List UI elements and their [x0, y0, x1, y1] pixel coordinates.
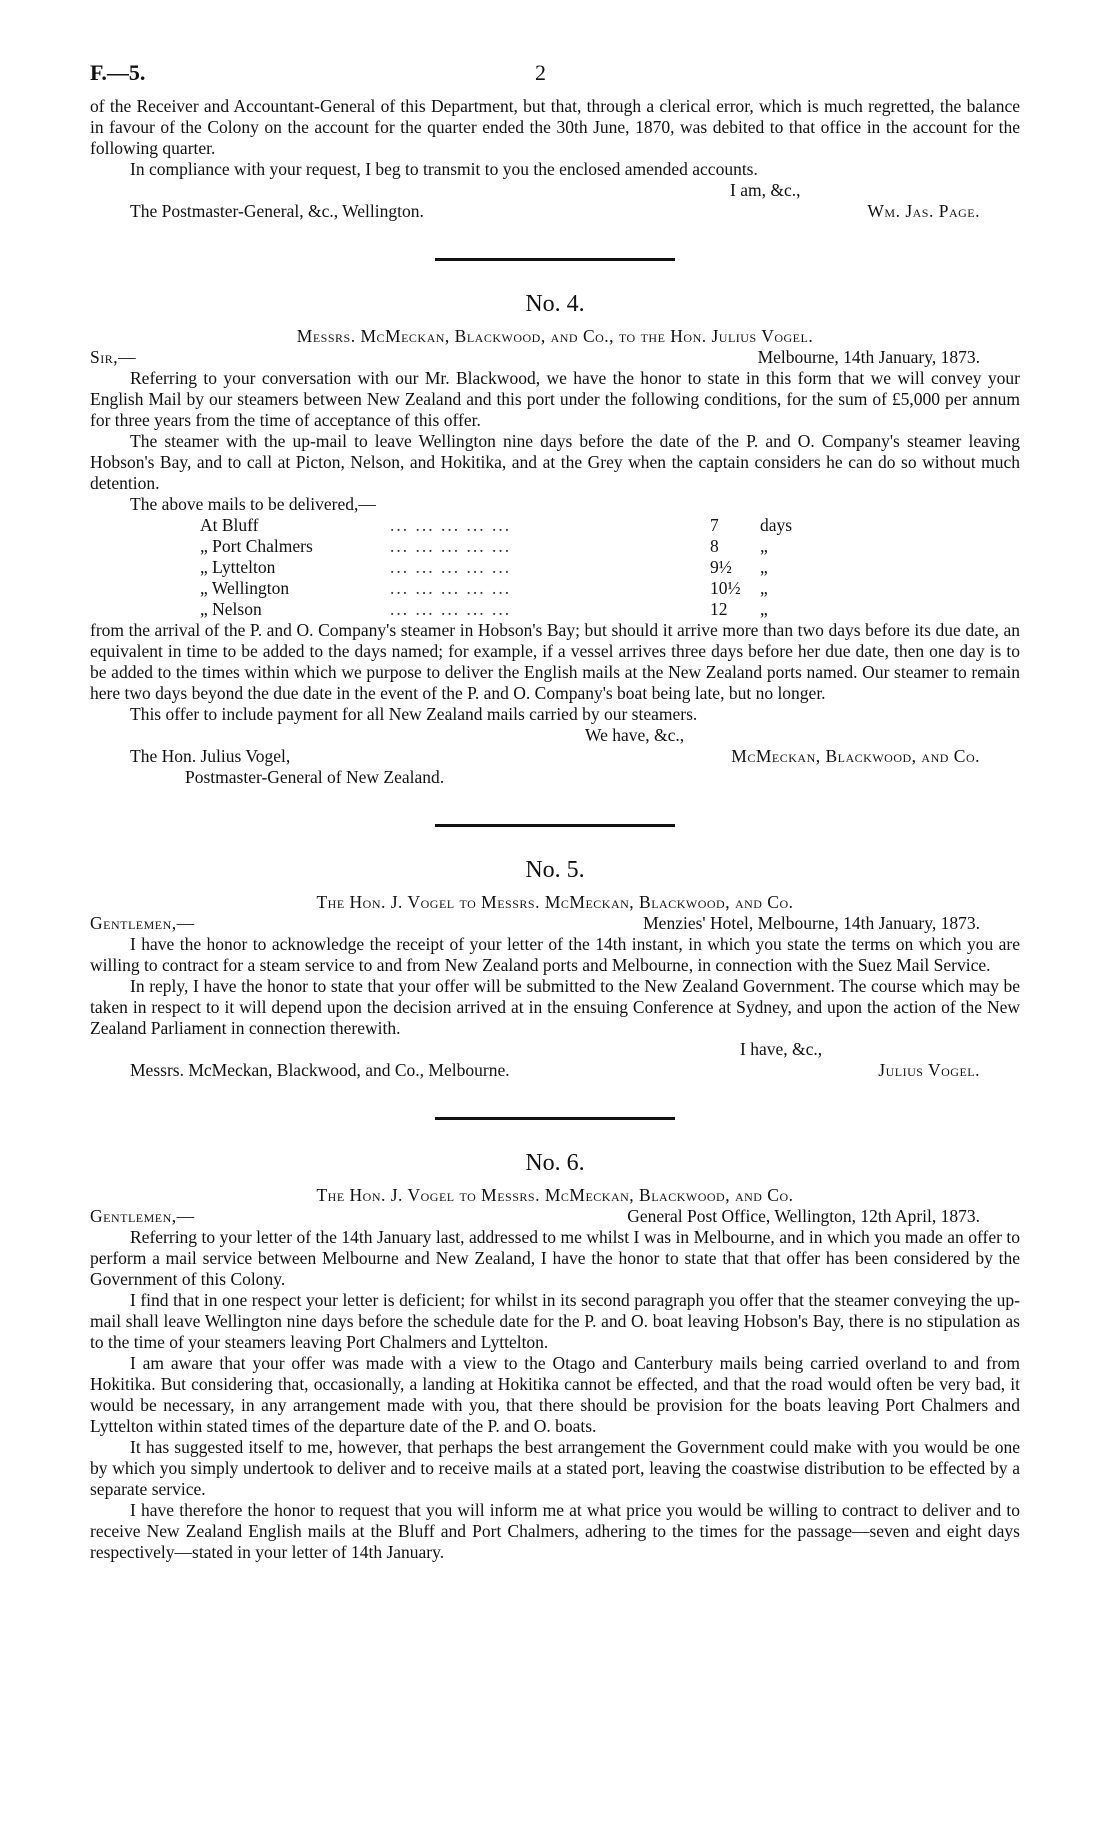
document-reference: F.—5.	[90, 60, 146, 85]
signature-row	[90, 746, 1020, 767]
addressee: Postmaster-General of New Zealand.	[185, 767, 445, 787]
addressee: The Postmaster-General, &c., Wellington.	[130, 201, 424, 221]
salutation: Sir,—	[90, 347, 137, 367]
salutation: Gentlemen,—	[90, 1206, 195, 1226]
signature-row	[90, 201, 1020, 222]
schedule-row	[200, 557, 800, 578]
schedule-days: 10½	[710, 578, 741, 598]
intro-paragraph: of the Receiver and Accountant-General of this Department, but that, through a clerical error, which is much regretted, the balance in favour of the Colony on the account for the quarter ended the 30th June, 1870, was debited to that office in the account for the following quarter.	[90, 96, 1020, 158]
schedule-row	[200, 515, 800, 536]
letter-number: No. 6.	[525, 1150, 585, 1176]
schedule-days: 12	[710, 599, 728, 619]
schedule-days: 8	[710, 536, 719, 556]
closing: We have, &c.,	[585, 725, 685, 745]
leader-dots: ... ... ... ... ...	[390, 515, 512, 535]
salutation-row	[90, 347, 1020, 368]
schedule-unit: „	[760, 536, 768, 556]
signature: Wm. Jas. Page.	[867, 201, 980, 221]
delivery-schedule	[200, 515, 800, 620]
page-number: 2	[535, 60, 546, 85]
letter-paragraph: from the arrival of the P. and O. Company's steamer in Hobson's Bay; but should it arrive more than two days before its due date, an equivalent in time to be added to the days named; for example, if a vessel arrives three days before her due date, then one day is to be added to the times within which we purpose to deliver the English mails at the New Zealand ports named. Our steamer to remain here two days beyond the due date in the event of the P. and O. Company's boat being late, but no longer.	[90, 620, 1020, 703]
letter-paragraph: I am aware that your offer was made with a view to the Otago and Canterbury mails being carried overland to and from Hokitika. But considering that, occasionally, a landing at Hokitika cannot be effected, and that the road would often be very bad, it would be necessary, in any arrangement made with you, that there should be provision for the boats leaving Port Chalmers and Lyttelton within stated times of the departure date of the P. and O. boats.	[90, 1353, 1020, 1436]
closing: I am, &c.,	[730, 180, 801, 200]
schedule-place: „ Wellington	[200, 578, 290, 598]
letter-number: No. 4.	[525, 291, 585, 317]
intro-paragraph: In compliance with your request, I beg to transmit to you the enclosed amended accounts.	[130, 159, 758, 179]
letter-paragraph: I have the honor to acknowledge the receipt of your letter of the 14th instant, in which you state the terms on which you are willing to contract for a steam service to and from New Zealand ports and Melbourne, in connection with the Suez Mail Service.	[90, 934, 1020, 975]
letter-paragraph: This offer to include payment for all New Zealand mails carried by our steamers.	[130, 704, 698, 724]
schedule-place: „ Port Chalmers	[200, 536, 313, 556]
leader-dots: ... ... ... ... ...	[390, 599, 512, 619]
letter-subheading: The Hon. J. Vogel to Messrs. McMeckan, Blackwood, and Co.	[316, 1185, 794, 1205]
salutation-row	[90, 1206, 1020, 1227]
schedule-unit: „	[760, 578, 768, 598]
section-divider	[435, 1117, 675, 1120]
letter-subheading: The Hon. J. Vogel to Messrs. McMeckan, Blackwood, and Co.	[316, 892, 794, 912]
letter-paragraph: I find that in one respect your letter is deficient; for whilst in its second paragraph you offer that the steamer conveying the up-mail shall leave Wellington nine days before the schedule date for the P. and O. boat leaving Hobson's Bay, there is no stipulation as to the time of your steamers leaving Port Chalmers and Lyttelton.	[90, 1290, 1020, 1352]
schedule-row	[200, 578, 800, 599]
closing-row	[90, 180, 1020, 201]
letter-no-5	[90, 857, 1020, 1081]
letter-paragraph: Referring to your letter of the 14th January last, addressed to me whilst I was in Melbourne, and in which you made an offer to perform a mail service between Melbourne and New Zealand, I have the honor to state that that offer has been considered by the Government of this Colony.	[90, 1227, 1020, 1289]
schedule-row	[200, 536, 800, 557]
schedule-place: At Bluff	[200, 515, 259, 535]
signature: Julius Vogel.	[878, 1060, 980, 1080]
schedule-days: 7	[710, 515, 719, 535]
signature: McMeckan, Blackwood, and Co.	[731, 746, 980, 766]
letter-paragraph: It has suggested itself to me, however, that perhaps the best arrangement the Government could make with you would be one by which you simply undertook to deliver and to receive mails at a stated port, leaving the coastwise distribution to be effected by a separate service.	[90, 1437, 1020, 1499]
schedule-row	[200, 599, 800, 620]
leader-dots: ... ... ... ... ...	[390, 557, 512, 577]
dateline: Menzies' Hotel, Melbourne, 14th January, 1873.	[643, 913, 980, 933]
leader-dots: ... ... ... ... ...	[390, 536, 512, 556]
page-header	[90, 60, 1020, 96]
dateline: General Post Office, Wellington, 12th April, 1873.	[627, 1206, 980, 1226]
closing-row	[90, 725, 1020, 746]
addressee: The Hon. Julius Vogel,	[130, 746, 291, 766]
letter-paragraph: In reply, I have the honor to state that your offer will be submitted to the New Zealand Government. The course which may be taken in respect to it will depend upon the decision arrived at in the ensuing Conference at Sydney, and upon the action of the New Zealand Parliament in connection therewith.	[90, 976, 1020, 1038]
letter-paragraph: The above mails to be delivered,—	[130, 494, 376, 514]
leader-dots: ... ... ... ... ...	[390, 578, 512, 598]
schedule-unit: „	[760, 557, 768, 577]
letter-number: No. 5.	[525, 857, 585, 883]
closing: I have, &c.,	[740, 1039, 823, 1059]
schedule-place: „ Nelson	[200, 599, 262, 619]
letter-no-4	[90, 291, 1020, 788]
letter-paragraph: I have therefore the honor to request that you will inform me at what price you would be willing to contract to deliver and to receive New Zealand English mails at the Bluff and Port Chalmers, adhering to the times for the passage—seven and eight days respectively—stated in your letter of 14th January.	[90, 1500, 1020, 1562]
intro-letter-end	[90, 96, 1020, 222]
salutation: Gentlemen,—	[90, 913, 195, 933]
schedule-days: 9½	[710, 557, 732, 577]
document-page	[90, 60, 1020, 1563]
addressee-row	[90, 767, 1020, 788]
section-divider	[435, 824, 675, 827]
letter-paragraph: Referring to your conversation with our Mr. Blackwood, we have the honor to state in this form that we will convey your English Mail by our steamers between New Zealand and this port under the following conditions, for the sum of £5,000 per annum for three years from the time of acceptance of this offer.	[90, 368, 1020, 430]
schedule-place: „ Lyttelton	[200, 557, 276, 577]
letter-paragraph: The steamer with the up-mail to leave Wellington nine days before the date of the P. and O. Company's steamer leaving Hobson's Bay, and to call at Picton, Nelson, and Hokitika, and at the Grey when the captain considers he can do so without much detention.	[90, 431, 1020, 493]
addressee: Messrs. McMeckan, Blackwood, and Co., Melbourne.	[130, 1060, 510, 1080]
closing-row	[90, 1039, 1020, 1060]
schedule-unit: days	[760, 515, 793, 535]
signature-row	[90, 1060, 1020, 1081]
letter-no-6	[90, 1150, 1020, 1563]
letter-subheading: Messrs. McMeckan, Blackwood, and Co., to the Hon. Julius Vogel.	[296, 326, 814, 346]
section-divider	[435, 258, 675, 261]
salutation-row	[90, 913, 1020, 934]
schedule-unit: „	[760, 599, 768, 619]
dateline: Melbourne, 14th January, 1873.	[757, 347, 980, 367]
